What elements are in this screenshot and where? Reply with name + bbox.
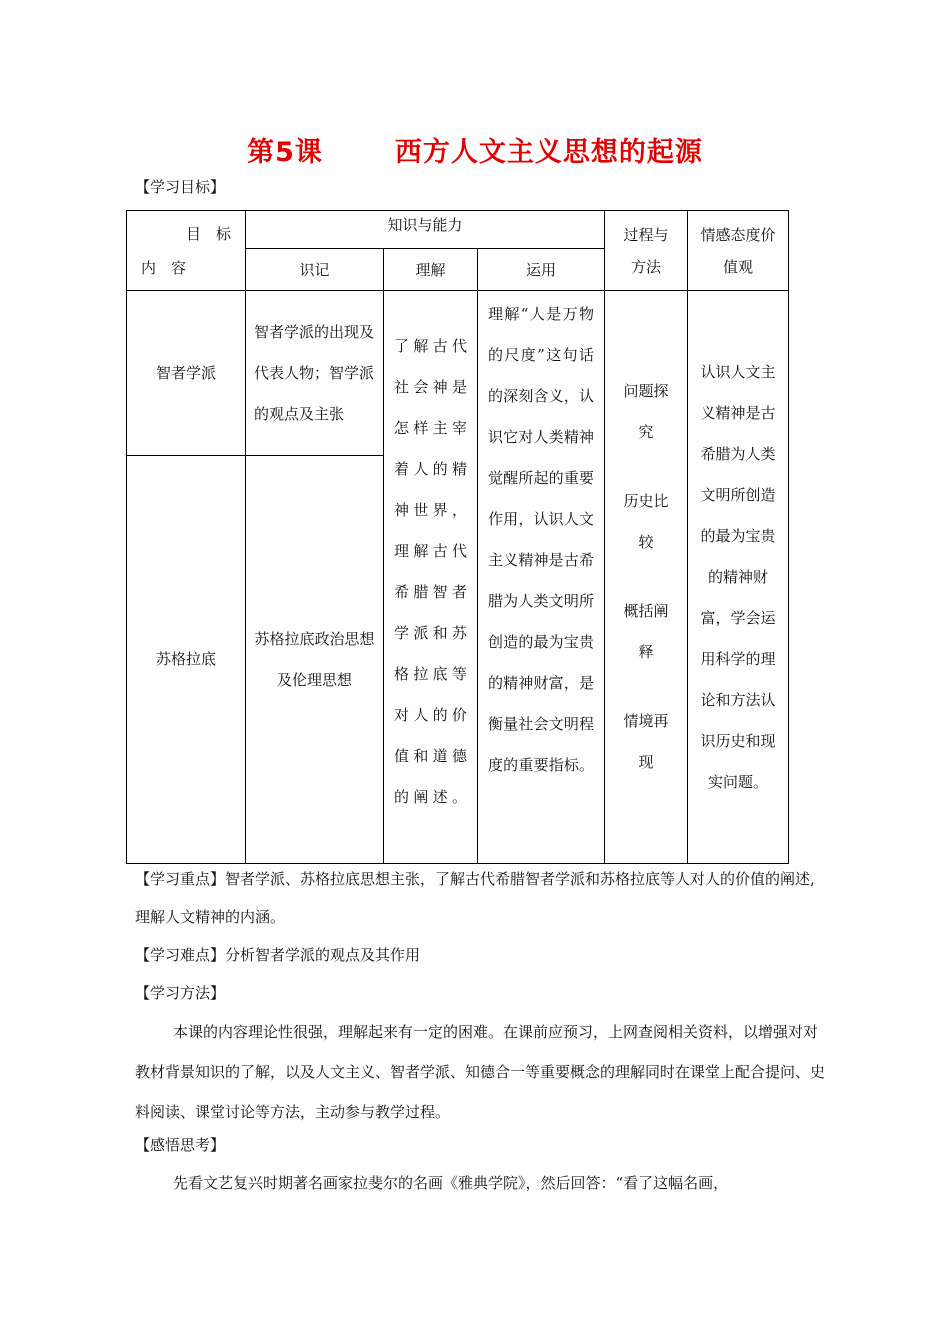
- understand-header: 理解: [384, 249, 478, 291]
- objectives-label: 【学习目标】: [135, 178, 226, 196]
- key-points: [135, 860, 825, 936]
- process-item: 历史比较: [623, 492, 669, 551]
- knowledge-header: 知识与能力: [246, 211, 605, 249]
- row-label-sophists: 智者学派: [127, 291, 246, 456]
- difficulties-text: 分析智者学派的观点及其作用: [225, 946, 421, 964]
- apply-header: 运用: [478, 249, 605, 291]
- reflection-label: 【感悟思考】: [135, 1136, 226, 1154]
- process-cell: [605, 291, 688, 864]
- corner-top: 目 标: [185, 224, 231, 243]
- sophists-recall: 智者学派的出现及代表人物；智学派的观点及主张: [246, 291, 384, 456]
- emotion-text: 认识人文主义精神是古希腊为人类文明所创造的最为宝贵的精神财富，学会运用科学的理论和方法认识历史和现实问题。: [688, 291, 789, 864]
- process-item: 情境再现: [623, 712, 669, 771]
- apply-text: 理解“人是万物的尺度”这句话的深刻含义，认识它对人类精神觉醒所起的重要作用，认识人文主义精神是古希腊为人类文明所创造的最为宝贵的精神财富，是衡量社会文明程度的重要指标。: [478, 291, 605, 864]
- understand-text: 了解古代社会神是怎样主宰着人的精神世界，理解古代希腊智者学派和苏格拉底等对人的价值和道德的阐述。: [384, 291, 478, 864]
- objectives-table: [126, 210, 789, 864]
- process-item: 问题探究: [623, 382, 669, 441]
- page-title: [0, 130, 950, 169]
- difficulties-label: 【学习难点】: [135, 946, 226, 964]
- recall-header: 识记: [246, 249, 384, 291]
- socrates-recall: 苏格拉底政治思想及伦理思想: [246, 456, 384, 864]
- reflection-text: 先看文艺复兴时期著名画家拉斐尔的名画《雅典学院》，然后回答：“看了这幅名画，: [173, 1174, 729, 1192]
- key-points-text: 智者学派、苏格拉底思想主张，了解古代希腊智者学派和苏格拉底等人对人的价值的阐述,理解人文精神的内涵。: [135, 870, 815, 926]
- process-item: 概括阐释: [623, 602, 669, 661]
- emotion-header: 情感态度价值观: [688, 211, 789, 291]
- difficulties: [135, 936, 825, 974]
- process-header: 过程与方法: [605, 211, 688, 291]
- lesson-topic: 西方人文主义思想的起源: [394, 137, 703, 168]
- methods-text: 本课的内容理论性很强，理解起来有一定的困难。在课前应预习，上网查阅相关资料，以增强对对教材背景知识的了解，以及人文主义、智者学派、知德合一等重要概念的理解同时在课堂上配合提问、史料阅读、课堂讨论等方法，主动参与教学过程。: [135, 1023, 826, 1121]
- row-label-socrates: 苏格拉底: [127, 456, 246, 864]
- corner-cell: [127, 211, 246, 291]
- lesson-number: 第5课: [247, 137, 323, 168]
- corner-bottom: 内 容: [141, 258, 187, 277]
- methods-label: 【学习方法】: [135, 984, 226, 1002]
- key-points-label: 【学习重点】: [135, 870, 226, 888]
